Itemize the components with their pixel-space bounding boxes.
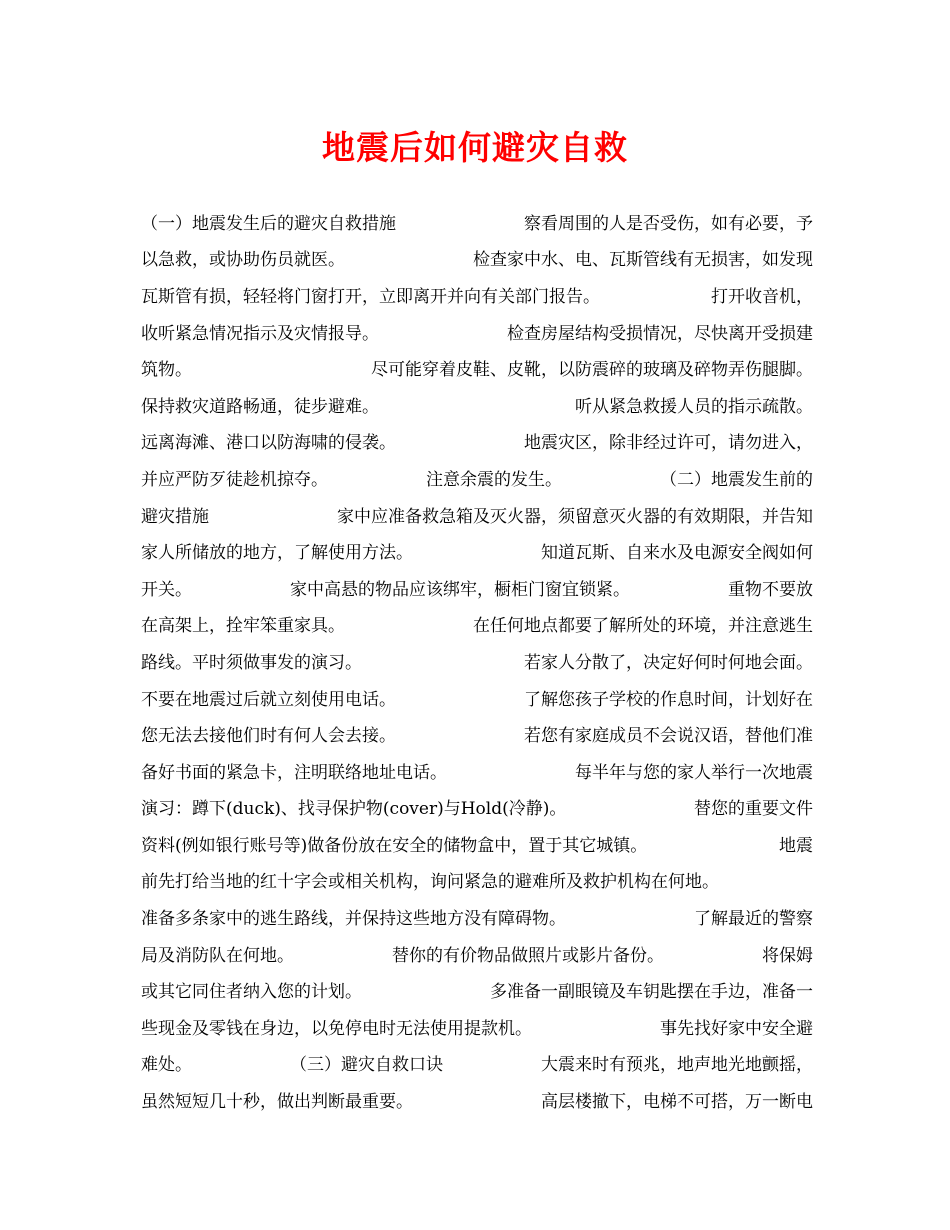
text-segment: 尽可能穿着皮鞋、皮靴，以防震碎的玻璃及碎物弄伤腿脚。 (371, 360, 813, 381)
text-segment: 多准备一副眼镜及车钥匙摆在手边，准备一 (490, 982, 813, 1003)
text-segment: 高层楼撤下，电梯不可搭，万一断电 (541, 1092, 813, 1113)
text-segment: （三）避灾自救口诀 (290, 1055, 443, 1076)
text-segment: 事先找好家中安全避 (660, 1018, 813, 1039)
text-segment: 知道瓦斯、自来水及电源安全阀如何 (541, 543, 813, 564)
text-line (141, 825, 813, 862)
text-line (141, 752, 813, 789)
text-segment: 局及消防队在何地。 (141, 945, 294, 966)
text-line (141, 423, 813, 460)
body-text (141, 203, 813, 1118)
text-line (141, 789, 813, 826)
text-segment: 开关。 (141, 579, 192, 600)
text-segment: 您无法去接他们时有何人会去接。 (141, 726, 396, 747)
text-segment: 或其它同住者纳入您的计划。 (141, 982, 362, 1003)
text-line (141, 1081, 813, 1118)
text-segment: 注意余震的发生。 (426, 469, 562, 490)
text-segment: 并应严防歹徒趁机掠夺。 (141, 469, 328, 490)
text-segment: 保持救灾道路畅通，徒步避难。 (141, 396, 379, 417)
text-line (141, 715, 813, 752)
text-segment: 些现金及零钱在身边，以免停电时无法使用提款机。 (141, 1018, 532, 1039)
text-line (141, 1008, 813, 1045)
text-segment: 演习：蹲下(duck)、找寻保护物(cover)与Hold(冷静)。 (141, 799, 567, 820)
text-segment: 准备多条家中的逃生路线，并保持这些地方没有障碍物。 (141, 909, 566, 930)
text-segment: 检查家中水、电、瓦斯管线有无损害，如发现 (473, 250, 813, 271)
text-segment: 筑物。 (141, 360, 192, 381)
text-line (141, 935, 813, 972)
text-segment: 家中应准备救急箱及灭火器，须留意灭火器的有效期限，并告知 (337, 506, 813, 527)
text-line (141, 496, 813, 533)
text-segment: 察看周围的人是否受伤，如有必要，予 (524, 213, 813, 234)
text-segment: 难处。 (141, 1055, 192, 1076)
text-segment: 前先打给当地的红十字会或相关机构，询问紧急的避难所及救护机构在何地。 (141, 872, 719, 893)
text-segment: 检查房屋结构受损情况，尽快离开受损建 (507, 323, 813, 344)
text-segment: 收听紧急情况指示及灾情报导。 (141, 323, 379, 344)
text-segment: 每半年与您的家人举行一次地震 (575, 762, 813, 783)
text-line (141, 898, 813, 935)
text-segment: 了解您孩子学校的作息时间，计划好在 (524, 689, 813, 710)
text-segment: 将保姆 (762, 945, 813, 966)
text-segment: 若家人分散了，决定好何时何地会面。 (524, 652, 813, 673)
text-line (141, 862, 813, 899)
text-segment: 替您的重要文件 (694, 799, 813, 820)
text-segment: 瓦斯管有损，轻轻将门窗打开，立即离开并向有关部门报告。 (141, 286, 600, 307)
text-line (141, 1045, 813, 1082)
text-segment: 家人所储放的地方，了解使用方法。 (141, 543, 413, 564)
text-segment: 远离海滩、港口以防海啸的侵袭。 (141, 433, 396, 454)
text-line (141, 569, 813, 606)
text-segment: 路线。平时须做事发的演习。 (141, 652, 362, 673)
text-segment: 资料(例如银行账号等)做备份放在安全的储物盒中，置于其它城镇。 (141, 835, 648, 856)
text-line (141, 240, 813, 277)
text-segment: 不要在地震过后就立刻使用电话。 (141, 689, 396, 710)
text-line (141, 532, 813, 569)
text-segment: 重物不要放 (728, 579, 813, 600)
text-line (141, 349, 813, 386)
text-segment: 在任何地点都要了解所处的环境，并注意逃生 (473, 616, 813, 637)
text-segment: 虽然短短几十秒，做出判断最重要。 (141, 1092, 413, 1113)
text-segment: 听从紧急救援人员的指示疏散。 (575, 396, 813, 417)
text-line (141, 386, 813, 423)
text-line (141, 276, 813, 313)
text-segment: 家中高悬的物品应该绑牢，橱柜门窗宜锁紧。 (290, 579, 630, 600)
text-segment: 若您有家庭成员不会说汉语，替他们准 (524, 726, 813, 747)
page-title: 地震后如何避灾自救 (322, 128, 628, 167)
text-segment: 在高架上，拴牢笨重家具。 (141, 616, 345, 637)
text-segment: 地震 (779, 835, 813, 856)
text-line (141, 679, 813, 716)
text-segment: （二）地震发生前的 (660, 469, 813, 490)
text-line (141, 459, 813, 496)
text-segment: 打开收音机， (711, 286, 813, 307)
text-line (141, 642, 813, 679)
text-line (141, 971, 813, 1008)
text-segment: 大震来时有预兆，地声地光地颤摇， (541, 1055, 813, 1076)
text-line (141, 313, 813, 350)
text-segment: 以急救，或协助伤员就医。 (141, 250, 345, 271)
text-segment: 备好书面的紧急卡，注明联络地址电话。 (141, 762, 447, 783)
text-line (141, 606, 813, 643)
text-segment: 地震灾区，除非经过许可，请勿进入， (524, 433, 813, 454)
text-segment: 了解最近的警察 (694, 909, 813, 930)
text-segment: （一）地震发生后的避灾自救措施 (141, 213, 396, 234)
text-line (141, 203, 813, 240)
text-segment: 避灾措施 (141, 506, 209, 527)
text-segment: 替你的有价物品做照片或影片备份。 (392, 945, 664, 966)
